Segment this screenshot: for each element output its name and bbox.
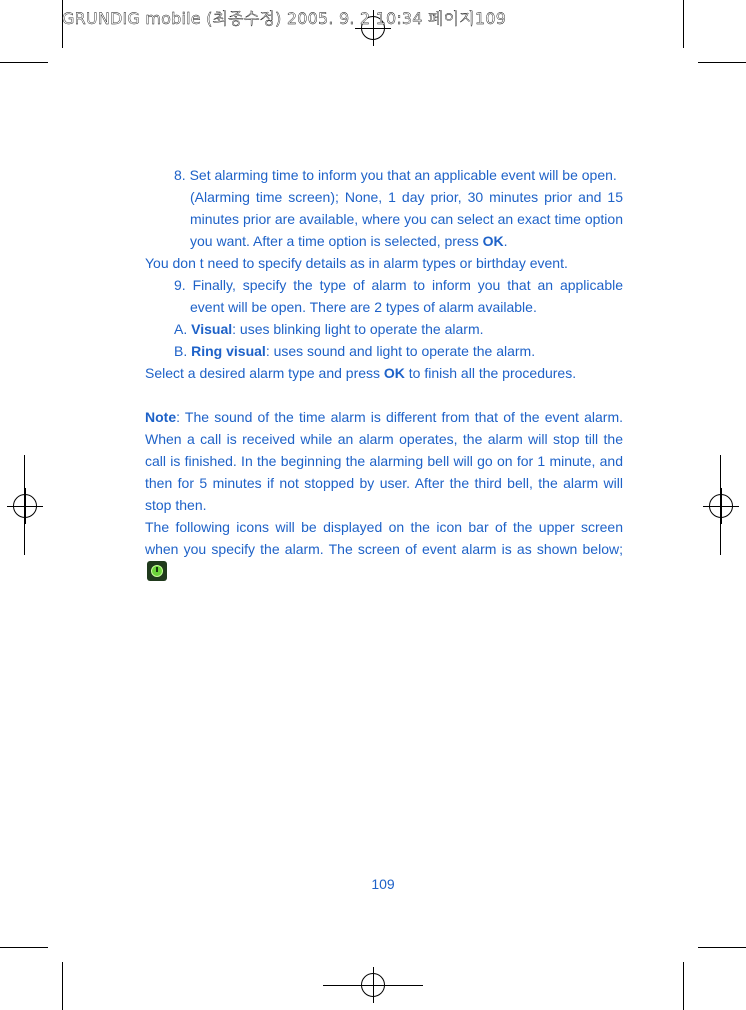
note-label: Note: [145, 409, 177, 425]
ok-key-label: OK: [482, 233, 504, 249]
option-b-name: Ring visual: [191, 343, 266, 359]
icons-paragraph: The following icons will be displayed on the icon bar of the upper screen when you specify the alarm. The screen of event alarm is as shown below;: [145, 516, 623, 582]
select-instruction: Select a desired alarm type and press OK to finish all the procedures.: [145, 365, 577, 381]
crop-mark: [698, 62, 746, 63]
ok-key-label: OK: [383, 365, 405, 381]
crop-mark: [0, 62, 48, 63]
crop-mark: [683, 0, 684, 48]
step-8-line: 8. Set alarming time to inform you that an applicable event will be open.: [174, 167, 617, 183]
crop-mark: [62, 962, 63, 1010]
note-paragraph: Note: The sound of the time alarm is different from that of the event alarm. When a call is received while an alarm operates, the alarm will stop till the call is finished. In the beginning the alarming bell will go on for 1 minute, and then for 5 minutes if not stopped by user. After the third bell, the alarm will stop then.: [145, 409, 623, 513]
note-specify: You don t need to specify details as in alarm types or birthday event.: [145, 255, 568, 271]
alarm-clock-icon: [147, 561, 167, 581]
registration-mark-right: [703, 488, 739, 524]
registration-mark-left: [7, 488, 43, 524]
page-number: 109: [371, 876, 395, 892]
option-a-name: Visual: [191, 321, 233, 337]
crop-mark: [698, 947, 746, 948]
crop-mark: [0, 947, 48, 948]
option-b: B. Ring visual: uses sound and light to operate the alarm.: [174, 343, 536, 359]
step-8-detail: (Alarming time screen); None, 1 day prior, 30 minutes prior and 15 minutes prior are available, where you can select an exact time option you want. After a time option is selected, press OK.: [190, 189, 623, 249]
registration-mark-bottom: [355, 967, 391, 1003]
print-header: [62, 6, 506, 29]
option-a: A. Visual: uses blinking light to operate the alarm.: [174, 321, 484, 337]
print-header-text: GRUNDIG mobile (최종수정) 2005. 9. 2 10:34 페이지109: [62, 9, 507, 28]
crop-mark: [683, 962, 684, 1010]
manual-body: [145, 164, 623, 582]
spacer: [145, 384, 623, 406]
step-9: 9. Finally, specify the type of alarm to inform you that an applicable event will be open. There are 2 types of alarm available.: [174, 277, 623, 315]
